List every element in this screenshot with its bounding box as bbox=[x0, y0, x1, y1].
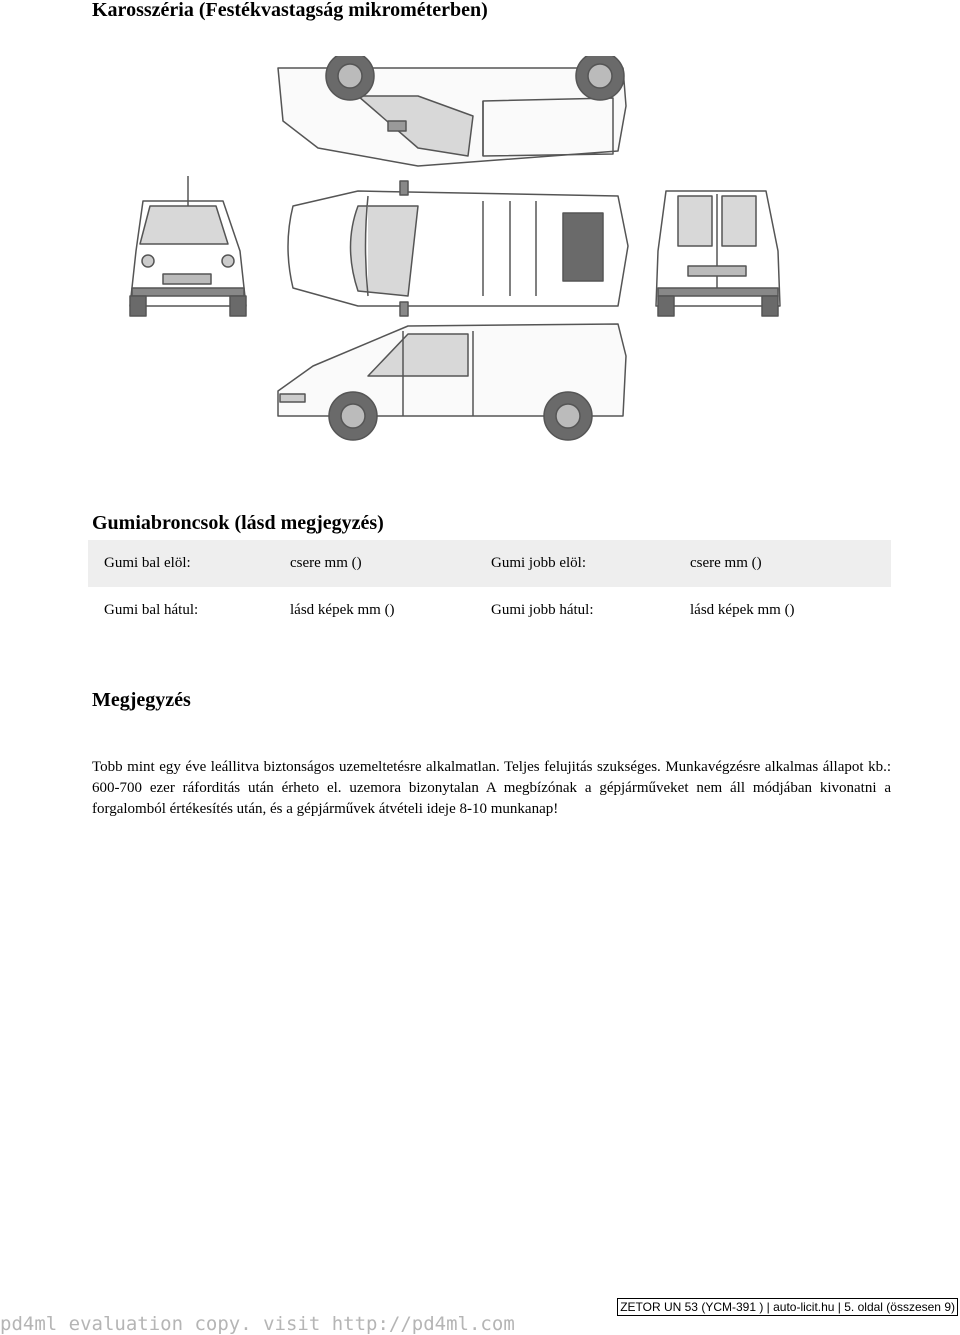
front-view bbox=[130, 176, 246, 316]
table-row bbox=[88, 540, 891, 587]
left-side-view bbox=[278, 324, 626, 440]
tires-heading: Gumiabroncsok (lásd megjegyzés) bbox=[92, 512, 384, 534]
tire-rear-left-label: Gumi bal hátul: bbox=[104, 602, 199, 618]
tire-front-right-value: csere mm () bbox=[674, 540, 891, 587]
table-row bbox=[88, 587, 891, 634]
rear-view bbox=[656, 191, 780, 316]
notes-text: Tobb mint egy éve leállitva biztonságos uzemeltetésre alkalmatlan. Teljes felujitás szukséges. Munkavégzésre alkalmas állapot kb.: 600-700 ezer ráforditás után érheto el. uzemora bizonytalan A megbízónak a gépjárműveket nem áll módjában kivonatni a forgalomból értékesítés után, és a gépjárművek átvételi ideje 8-10 munkanap! bbox=[92, 759, 891, 817]
notes-heading: Megjegyzés bbox=[92, 689, 191, 711]
vehicle-body-diagram bbox=[118, 56, 798, 476]
watermark-text: pd4ml evaluation copy. visit http://pd4ml.com bbox=[0, 1313, 515, 1335]
tire-front-right-label: Gumi jobb elöl: bbox=[475, 540, 674, 587]
page-title: Karosszéria (Festékvastagság mikrométerben) bbox=[92, 0, 488, 21]
tire-rear-left-value: lásd képek mm () bbox=[290, 602, 395, 618]
right-side-view bbox=[278, 56, 626, 166]
tire-rear-right-label: Gumi jobb hátul: bbox=[491, 602, 594, 618]
tire-rear-right-value: lásd képek mm () bbox=[690, 602, 795, 618]
tires-table bbox=[88, 540, 891, 634]
top-view bbox=[288, 181, 628, 316]
page-footer: ZETOR UN 53 (YCM-391 ) | auto-licit.hu | 5. oldal (összesen 9) bbox=[617, 1298, 958, 1316]
tire-front-left-label: Gumi bal elöl: bbox=[88, 540, 274, 587]
tire-front-left-value: csere mm () bbox=[274, 540, 475, 587]
